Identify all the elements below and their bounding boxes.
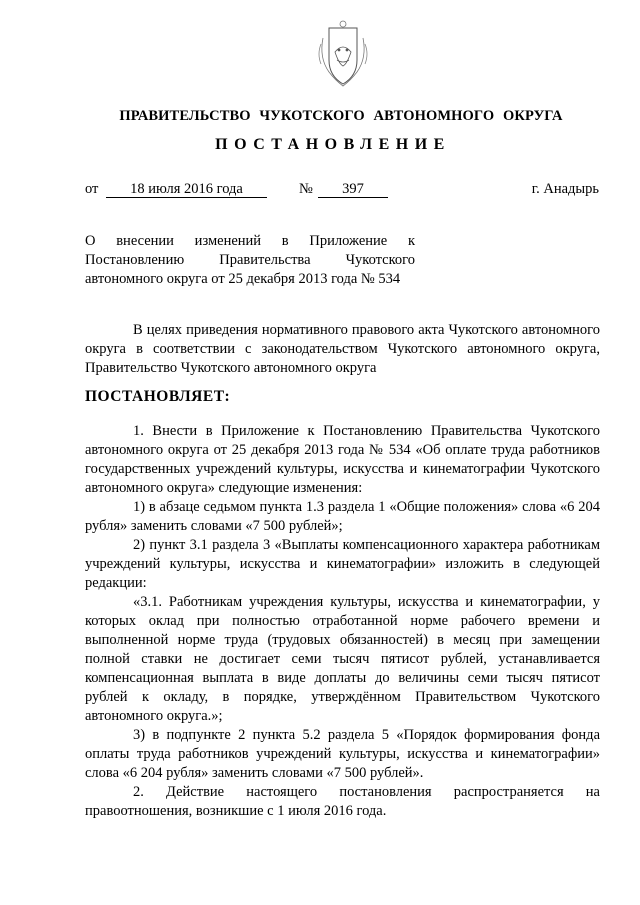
body-paragraph: 2) пункт 3.1 раздела 3 «Выплаты компенсационного характера работникам учреждений культуры, искусства и кинематографии» изложить в следующей редакции:: [85, 537, 600, 591]
body-paragraph: 3) в подпункте 2 пункта 5.2 раздела 5 «Порядок формирования фонда оплаты труда работников учреждений культуры, искусства и кинематографии» слова «6 204 рубля» заменить словами «7 500 рублей».: [85, 727, 600, 781]
document-subject: [85, 232, 415, 289]
document-type: ПОСТАНОВЛЕНИЕ: [215, 136, 451, 153]
number-sign: №: [299, 181, 313, 197]
body-paragraph: «3.1. Работникам учреждения культуры, искусства и кинематографии, у которых оклад при полностью отработанной норме рабочего времени и выполненной норме труда (трудовых обязанностей) в месяц при замещении полной ставки не достигает семи тысяч пятисот рублей, устанавливается компенсационная выплата в виде доплаты до величины семи тысяч пятисот рублей к окладу, в порядке, утверждённом Правительством Чукотского автономного округа.»;: [85, 594, 600, 724]
document-body: [85, 422, 600, 821]
decree-heading: ПОСТАНОВЛЯЕТ:: [85, 388, 231, 405]
document-meta: [85, 181, 599, 201]
body-paragraph: 1) в абзаце седьмом пункта 1.3 раздела 1 «Общие положения» слова «6 204 рубля» заменить словами «7 500 рублей»;: [85, 499, 600, 534]
organization-title: ПРАВИТЕЛЬСТВО ЧУКОТСКОГО АВТОНОМНОГО ОКРУГА: [119, 108, 563, 124]
document-date: 18 июля 2016 года: [106, 181, 267, 198]
subject-line: автономного округа от 25 декабря 2013 года № 534: [85, 271, 401, 287]
subject-line: Постановлению Правительства Чукотского: [85, 252, 415, 268]
subject-line: О внесении изменений в Приложение к: [85, 233, 415, 249]
preamble: [85, 321, 600, 378]
body-paragraph: 2. Действие настоящего постановления распространяется на правоотношения, возникшие с 1 июля 2016 года.: [85, 784, 600, 819]
date-prefix: от: [85, 181, 99, 197]
document-city: г. Анадырь: [531, 181, 599, 197]
preamble-text: В целях приведения нормативного правового акта Чукотского автономного округа в соответствии с законодательством Чукотского автономного округа, Правительство Чукотского автономного округа: [85, 322, 600, 376]
body-paragraph: 1. Внести в Приложение к Постановлению Правительства Чукотского автономного округа от 25 декабря 2013 года № 534 «Об оплате труда работников государственных учреждений культуры, искусства и кинематографии Чукотского автономного округа» следующие изменения:: [85, 423, 600, 496]
coat-of-arms-emblem: [313, 14, 373, 92]
document-number: 397: [318, 181, 388, 198]
